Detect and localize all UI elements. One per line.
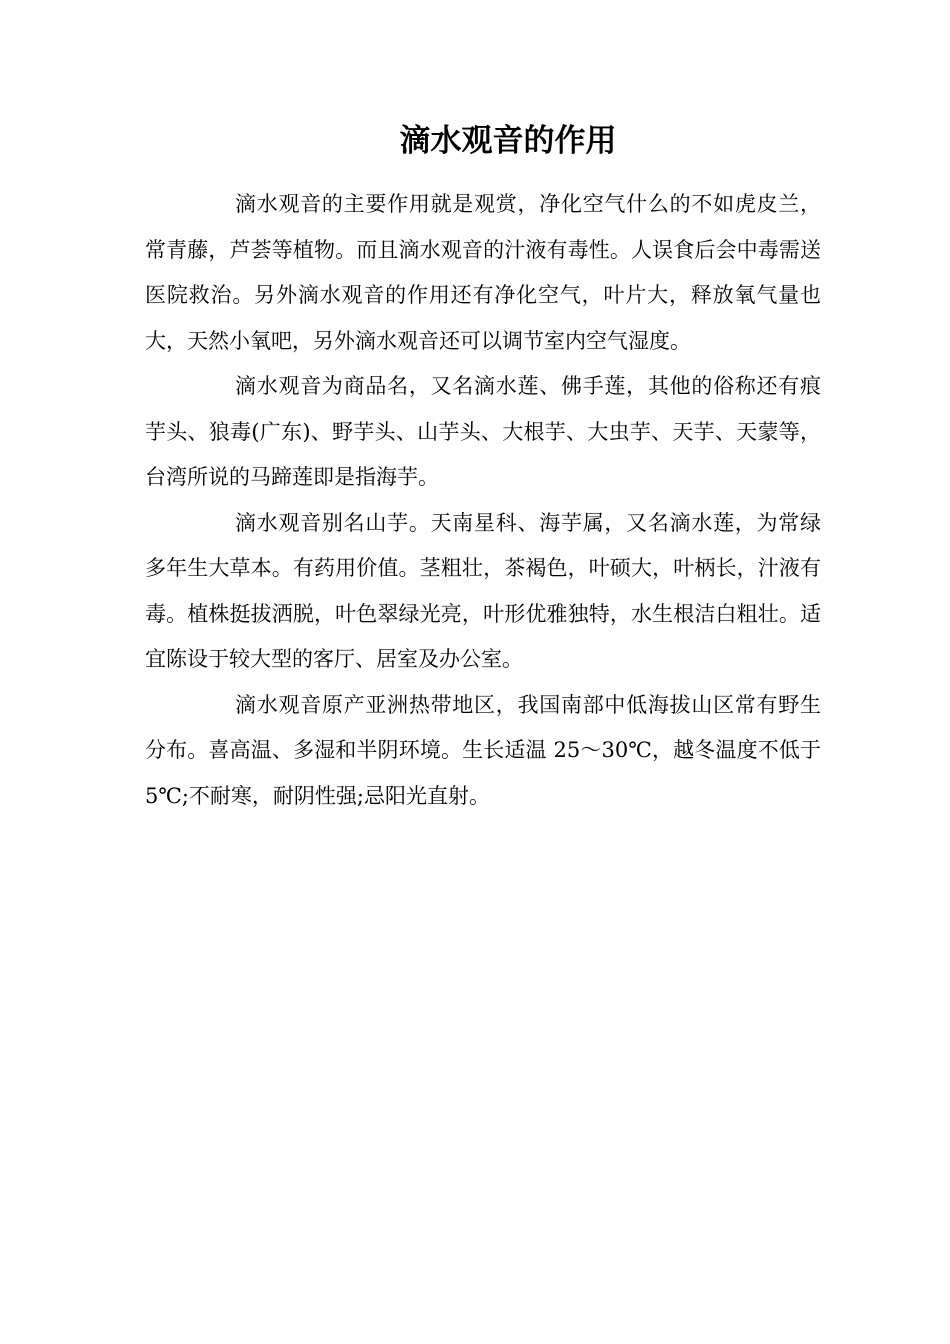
paragraph-2: 滴水观音为商品名，又名滴水莲、佛手莲，其他的俗称还有痕芋头、狼毒(广东)、野芋头、山芋头、大根芋、大虫芋、天芋、天蒙等，台湾所说的马蹄莲即是指海芋。 bbox=[145, 374, 821, 489]
paragraph-1: 滴水观音的主要作用就是观赏，净化空气什么的不如虎皮兰，常青藤，芦荟等植物。而且滴水观音的汁液有毒性。人误食后会中毒需送医院救治。另外滴水观音的作用还有净化空气，叶片大，释放氧气量也大，天然小氧吧，另外滴水观音还可以调节室内空气湿度。 bbox=[145, 192, 821, 353]
document-body bbox=[145, 182, 821, 819]
paragraph-4: 滴水观音原产亚洲热带地区，我国南部中低海拔山区常有野生分布。喜高温、多湿和半阴环境。生长适温 25～30℃，越冬温度不低于 5℃;不耐寒，耐阴性强;忌阳光直射。 bbox=[145, 692, 821, 808]
paragraph-3: 滴水观音别名山芋。天南星科、海芋属，又名滴水莲，为常绿多年生大草本。有药用价值。茎粗壮，茶褐色，叶硕大，叶柄长，汁液有毒。植株挺拔洒脱，叶色翠绿光亮，叶形优雅独特，水生根洁白粗壮。适宜陈设于较大型的客厅、居室及办公室。 bbox=[145, 510, 821, 671]
document-title: 滴水观音的作用 bbox=[399, 123, 617, 159]
